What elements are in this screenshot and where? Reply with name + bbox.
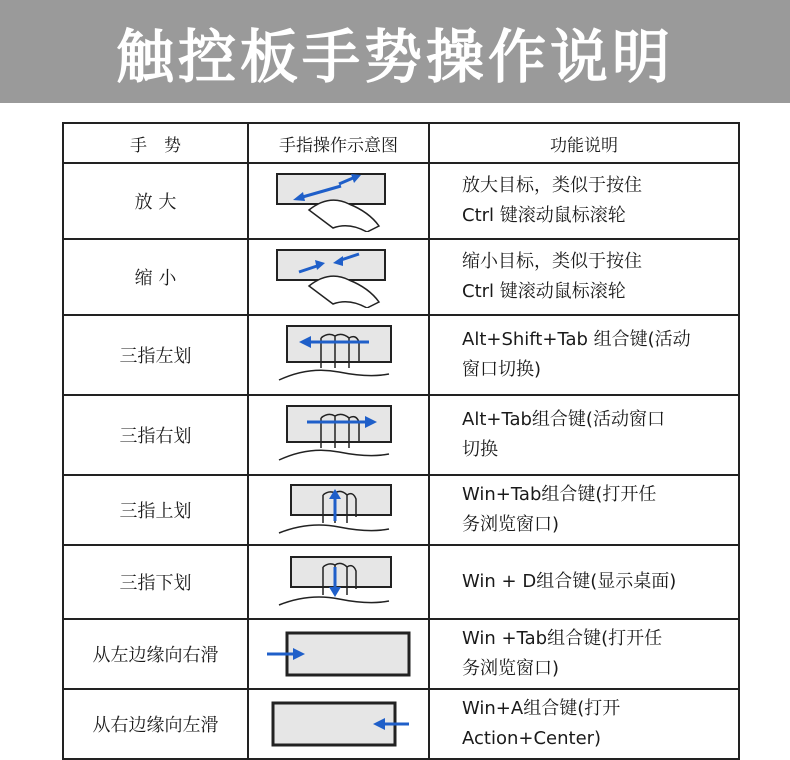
- desc-line-2: 务浏览窗口): [462, 514, 560, 535]
- header-diagram: 手指操作示意图: [248, 123, 429, 163]
- desc-line-1: 缩小目标，类似于按住: [462, 251, 642, 272]
- desc-line-2: Action+Center): [462, 728, 602, 749]
- three-finger-down-icon: [269, 553, 409, 611]
- gesture-name: 从右边缘向左滑: [63, 689, 248, 759]
- header-gesture: 手 势: [63, 123, 248, 163]
- edge-swipe-right-icon: [259, 629, 419, 679]
- desc-line-2: Ctrl 键滚动鼠标滚轮: [462, 281, 626, 302]
- gesture-name: 从左边缘向右滑: [63, 619, 248, 689]
- gesture-name: 三指左划: [63, 315, 248, 395]
- gesture-name: 放 大: [63, 163, 248, 239]
- desc-line-2: 窗口切换): [462, 359, 542, 380]
- desc-line-1: Win + D组合键(显示桌面): [462, 571, 677, 592]
- edge-swipe-left-icon: [259, 699, 419, 749]
- desc-line-2: 务浏览窗口): [462, 658, 560, 679]
- gesture-name: 三指上划: [63, 475, 248, 545]
- three-finger-left-icon: [269, 322, 409, 388]
- title-banner: [0, 0, 790, 103]
- table-row: [63, 163, 739, 239]
- table-row: [63, 395, 739, 475]
- three-finger-right-icon: [269, 402, 409, 468]
- gesture-name: 缩 小: [63, 239, 248, 315]
- gesture-name: 三指右划: [63, 395, 248, 475]
- gesture-table: [62, 122, 740, 760]
- desc-line-2: 切换: [462, 439, 498, 460]
- table-row: [63, 475, 739, 545]
- table-row: [63, 689, 739, 759]
- desc-line-1: Alt+Tab组合键(活动窗口: [462, 409, 665, 430]
- desc-line-1: Win+Tab组合键(打开任: [462, 484, 657, 505]
- table-header-row: [63, 123, 739, 163]
- gesture-name: 三指下划: [63, 545, 248, 619]
- desc-line-2: Ctrl 键滚动鼠标滚轮: [462, 205, 626, 226]
- table-row: [63, 239, 739, 315]
- three-finger-up-icon: [269, 481, 409, 539]
- desc-line-1: Win +Tab组合键(打开任: [462, 628, 663, 649]
- desc-line-1: 放大目标，类似于按住: [462, 175, 642, 196]
- table-row: [63, 619, 739, 689]
- pinch-out-icon: [269, 170, 409, 232]
- page-title: 触控板手势操作说明: [115, 22, 674, 91]
- table-row: [63, 315, 739, 395]
- pinch-in-icon: [269, 246, 409, 308]
- desc-line-1: Alt+Shift+Tab 组合键(活动: [462, 329, 691, 350]
- desc-line-1: Win+A组合键(打开: [462, 698, 621, 719]
- header-function: 功能说明: [429, 123, 739, 163]
- table-row: [63, 545, 739, 619]
